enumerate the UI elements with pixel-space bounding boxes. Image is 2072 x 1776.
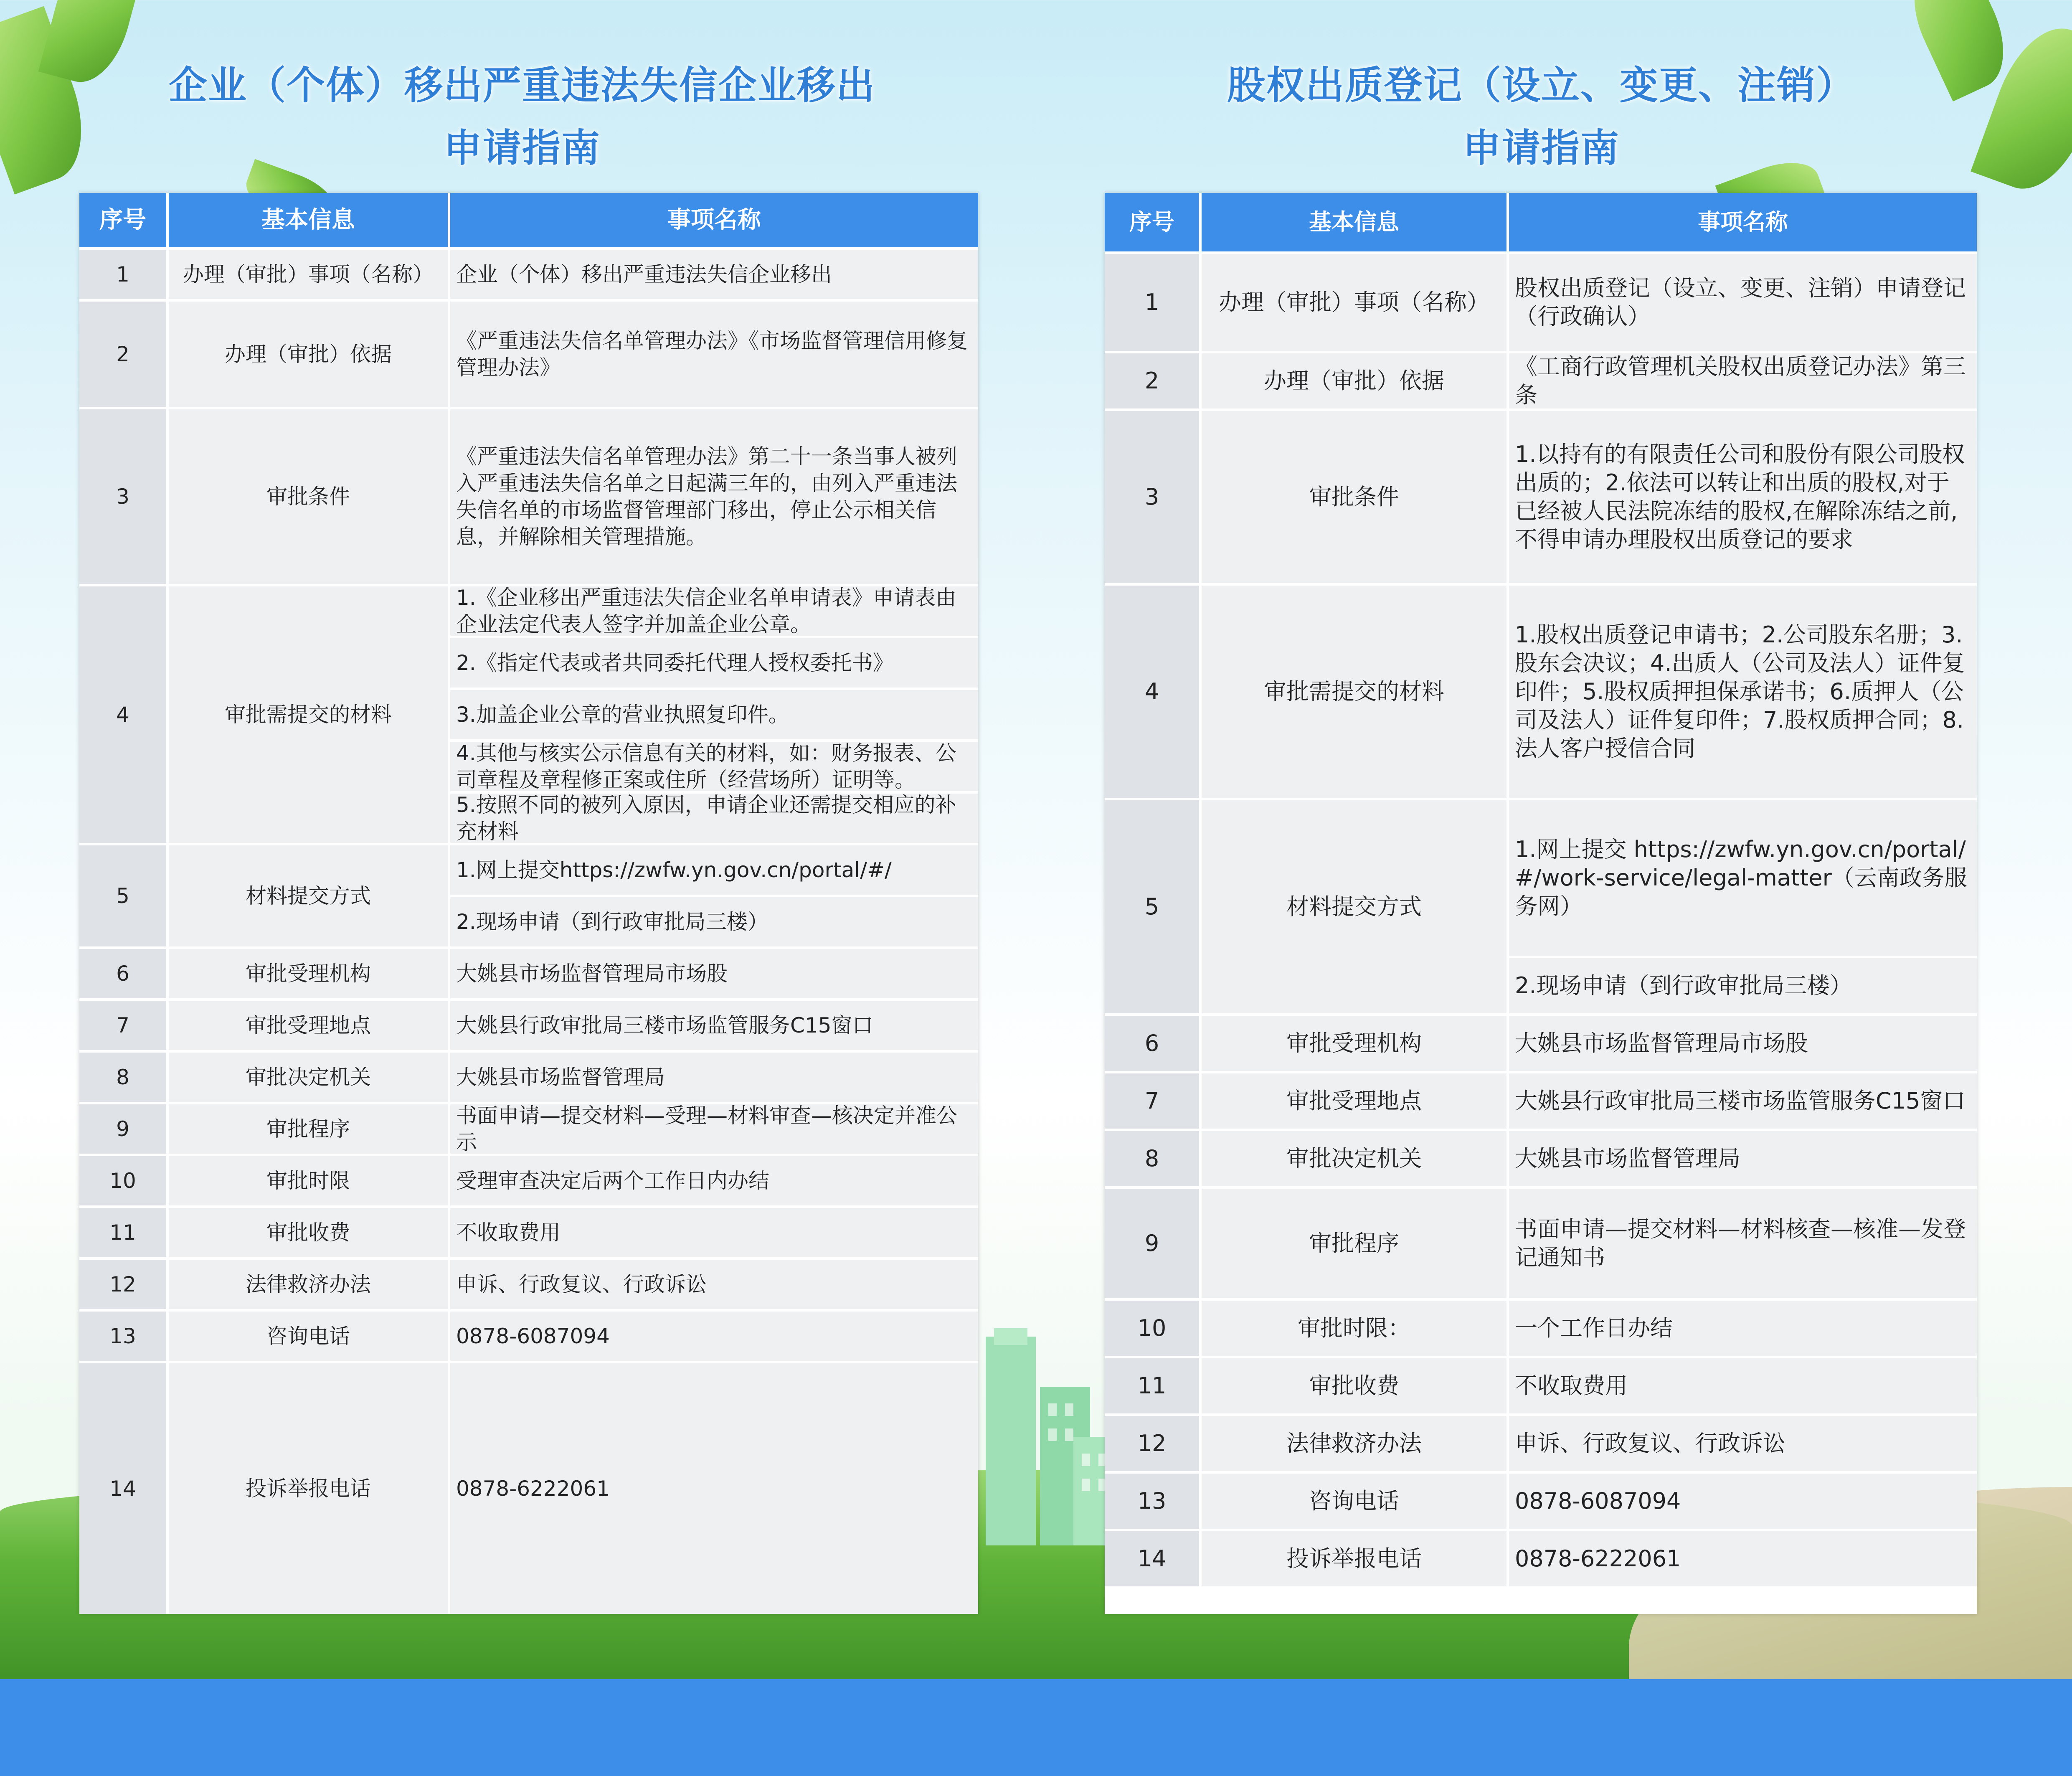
header-item-name: 事项名称 xyxy=(1509,193,1977,251)
row-label: 审批收费 xyxy=(169,1208,448,1257)
right-title-line1: 股权出质登记（设立、变更、注销） xyxy=(1227,63,1855,108)
row-value: 申诉、行政复议、行政诉讼 xyxy=(1509,1416,1977,1471)
row-label: 审批受理机构 xyxy=(1202,1016,1506,1071)
row-value: 书面申请—提交材料—受理—材料审查—核决定并准公示 xyxy=(450,1104,978,1154)
row-label: 审批需提交的材料 xyxy=(169,586,448,843)
row-seq: 5 xyxy=(79,845,166,946)
row-seq: 13 xyxy=(79,1312,166,1361)
row-seq: 3 xyxy=(1105,411,1199,583)
row-label: 办理（审批）事项（名称） xyxy=(1202,254,1506,351)
row-label: 审批程序 xyxy=(169,1104,448,1154)
left-title-line2: 申请指南 xyxy=(443,126,601,170)
row-value: 大姚县市场监督管理局 xyxy=(450,1053,978,1102)
row-seq: 5 xyxy=(1105,800,1199,1013)
row-label: 审批需提交的材料 xyxy=(1202,586,1506,798)
row-seq: 14 xyxy=(79,1363,166,1614)
row-value: 《严重违法失信名单管理办法》《市场监督管理信用修复管理办法》 xyxy=(450,302,978,407)
row-value: 一个工作日办结 xyxy=(1509,1301,1977,1356)
row-value: 大姚县市场监督管理局市场股 xyxy=(1509,1016,1977,1071)
row-label: 法律救济办法 xyxy=(1202,1416,1506,1471)
header-seq: 序号 xyxy=(79,193,166,247)
row-value: 1.以持有的有限责任公司和股份有限公司股权出质的；2.依法可以转让和出质的股权,对于已经被人民法院冻结的股权,在解除冻结之前,不得申请办理股权出质登记的要求 xyxy=(1509,411,1977,583)
row-value: 2.现场申请（到行政审批局三楼） xyxy=(1509,958,1977,1013)
left-guide-table xyxy=(79,193,978,1614)
row-seq: 6 xyxy=(1105,1016,1199,1071)
row-value: 0878-6087094 xyxy=(450,1312,978,1361)
row-value: 股权出质登记（设立、变更、注销）申请登记（行政确认） xyxy=(1509,254,1977,351)
row-label: 审批时限 xyxy=(169,1156,448,1205)
row-label: 审批程序 xyxy=(1202,1189,1506,1298)
row-seq: 7 xyxy=(79,1001,166,1050)
row-label: 法律救济办法 xyxy=(169,1260,448,1309)
header-basic-info: 基本信息 xyxy=(169,193,448,247)
row-value: 1.网上提交https://zwfw.yn.gov.cn/portal/#/ xyxy=(450,845,978,895)
row-seq: 14 xyxy=(1105,1531,1199,1586)
row-value: 大姚县市场监督管理局 xyxy=(1509,1131,1977,1186)
row-label: 材料提交方式 xyxy=(169,845,448,946)
row-label: 审批决定机关 xyxy=(169,1053,448,1102)
row-value: 0878-6087094 xyxy=(1509,1474,1977,1529)
row-label: 办理（审批）依据 xyxy=(1202,353,1506,408)
row-value: 2.现场申请（到行政审批局三楼） xyxy=(450,897,978,946)
header-item-name: 事项名称 xyxy=(450,193,978,247)
right-title-line2: 申请指南 xyxy=(1462,126,1620,170)
row-seq: 2 xyxy=(79,302,166,407)
buildings-illustration xyxy=(977,1328,1115,1545)
row-seq: 12 xyxy=(1105,1416,1199,1471)
row-seq: 1 xyxy=(79,250,166,299)
row-value: 1.《企业移出严重违法失信企业名单申请表》申请表由企业法定代表人签字并加盖企业公章。 xyxy=(450,586,978,636)
row-value: 申诉、行政复议、行政诉讼 xyxy=(450,1260,978,1309)
row-label: 咨询电话 xyxy=(169,1312,448,1361)
row-seq: 9 xyxy=(1105,1189,1199,1298)
left-title-line1: 企业（个体）移出严重违法失信企业移出 xyxy=(168,63,875,108)
row-label: 办理（审批）依据 xyxy=(169,302,448,407)
row-label: 咨询电话 xyxy=(1202,1474,1506,1529)
row-seq: 8 xyxy=(1105,1131,1199,1186)
row-value: 1.股权出质登记申请书；2.公司股东名册；3.股东会决议；4.出质人（公司及法人）证件复印件；5.股权质押担保承诺书；6.质押人（公司及法人）证件复印件；7.股权质押合同；8.法人客户授信合同 xyxy=(1509,586,1977,798)
row-seq: 9 xyxy=(79,1104,166,1154)
header-basic-info: 基本信息 xyxy=(1202,193,1506,251)
row-seq: 1 xyxy=(1105,254,1199,351)
row-value: 不收取费用 xyxy=(450,1208,978,1257)
row-label: 材料提交方式 xyxy=(1202,800,1506,1013)
row-value: 0878-6222061 xyxy=(450,1363,978,1614)
right-guide-title xyxy=(1103,54,1980,180)
row-seq: 10 xyxy=(1105,1301,1199,1356)
header-seq: 序号 xyxy=(1105,193,1199,251)
row-label: 办理（审批）事项（名称） xyxy=(169,250,448,299)
row-value: 《严重违法失信名单管理办法》第二十一条当事人被列入严重违法失信名单之日起满三年的，由列入严重违法失信名单的市场监督管理部门移出，停止公示相关信息，并解除相关管理措施。 xyxy=(450,409,978,584)
row-value: 大姚县行政审批局三楼市场监管服务C15窗口 xyxy=(450,1001,978,1050)
row-value: 《工商行政管理机关股权出质登记办法》第三条 xyxy=(1509,353,1977,408)
row-seq: 11 xyxy=(1105,1358,1199,1413)
row-label: 审批时限： xyxy=(1202,1301,1506,1356)
row-value: 0878-6222061 xyxy=(1509,1531,1977,1586)
row-value: 受理审查决定后两个工作日内办结 xyxy=(450,1156,978,1205)
row-seq: 6 xyxy=(79,949,166,998)
row-label: 投诉举报电话 xyxy=(169,1363,448,1614)
row-value: 大姚县市场监督管理局市场股 xyxy=(450,949,978,998)
row-value: 4.其他与核实公示信息有关的材料，如：财务报表、公司章程及章程修正案或住所（经营场所）证明等。 xyxy=(450,742,978,791)
row-value: 3.加盖企业公章的营业执照复印件。 xyxy=(450,690,978,739)
row-seq: 11 xyxy=(79,1208,166,1257)
row-label: 审批受理地点 xyxy=(169,1001,448,1050)
footer-bar xyxy=(0,1679,2072,1776)
row-seq: 7 xyxy=(1105,1073,1199,1129)
row-seq: 12 xyxy=(79,1260,166,1309)
row-seq: 10 xyxy=(79,1156,166,1205)
row-seq: 4 xyxy=(79,586,166,843)
row-label: 投诉举报电话 xyxy=(1202,1531,1506,1586)
row-seq: 8 xyxy=(79,1053,166,1102)
row-label: 审批条件 xyxy=(169,409,448,584)
row-seq: 4 xyxy=(1105,586,1199,798)
row-seq: 2 xyxy=(1105,353,1199,408)
row-value: 1.网上提交 https://zwfw.yn.gov.cn/portal/#/work-service/legal-matter（云南政务服务网） xyxy=(1509,800,1977,956)
left-guide-title xyxy=(42,54,1002,180)
row-value: 书面申请—提交材料—材料核查—核准—发登记通知书 xyxy=(1509,1189,1977,1298)
right-guide-table xyxy=(1105,193,1977,1614)
row-seq: 3 xyxy=(79,409,166,584)
row-value: 企业（个体）移出严重违法失信企业移出 xyxy=(450,250,978,299)
row-label: 审批条件 xyxy=(1202,411,1506,583)
row-value: 不收取费用 xyxy=(1509,1358,1977,1413)
row-label: 审批受理地点 xyxy=(1202,1073,1506,1129)
row-label: 审批受理机构 xyxy=(169,949,448,998)
row-seq: 13 xyxy=(1105,1474,1199,1529)
row-value: 5.按照不同的被列入原因，申请企业还需提交相应的补充材料 xyxy=(450,794,978,843)
row-value: 2.《指定代表或者共同委托代理人授权委托书》 xyxy=(450,638,978,688)
row-value: 大姚县行政审批局三楼市场监管服务C15窗口 xyxy=(1509,1073,1977,1129)
row-label: 审批决定机关 xyxy=(1202,1131,1506,1186)
row-label: 审批收费 xyxy=(1202,1358,1506,1413)
